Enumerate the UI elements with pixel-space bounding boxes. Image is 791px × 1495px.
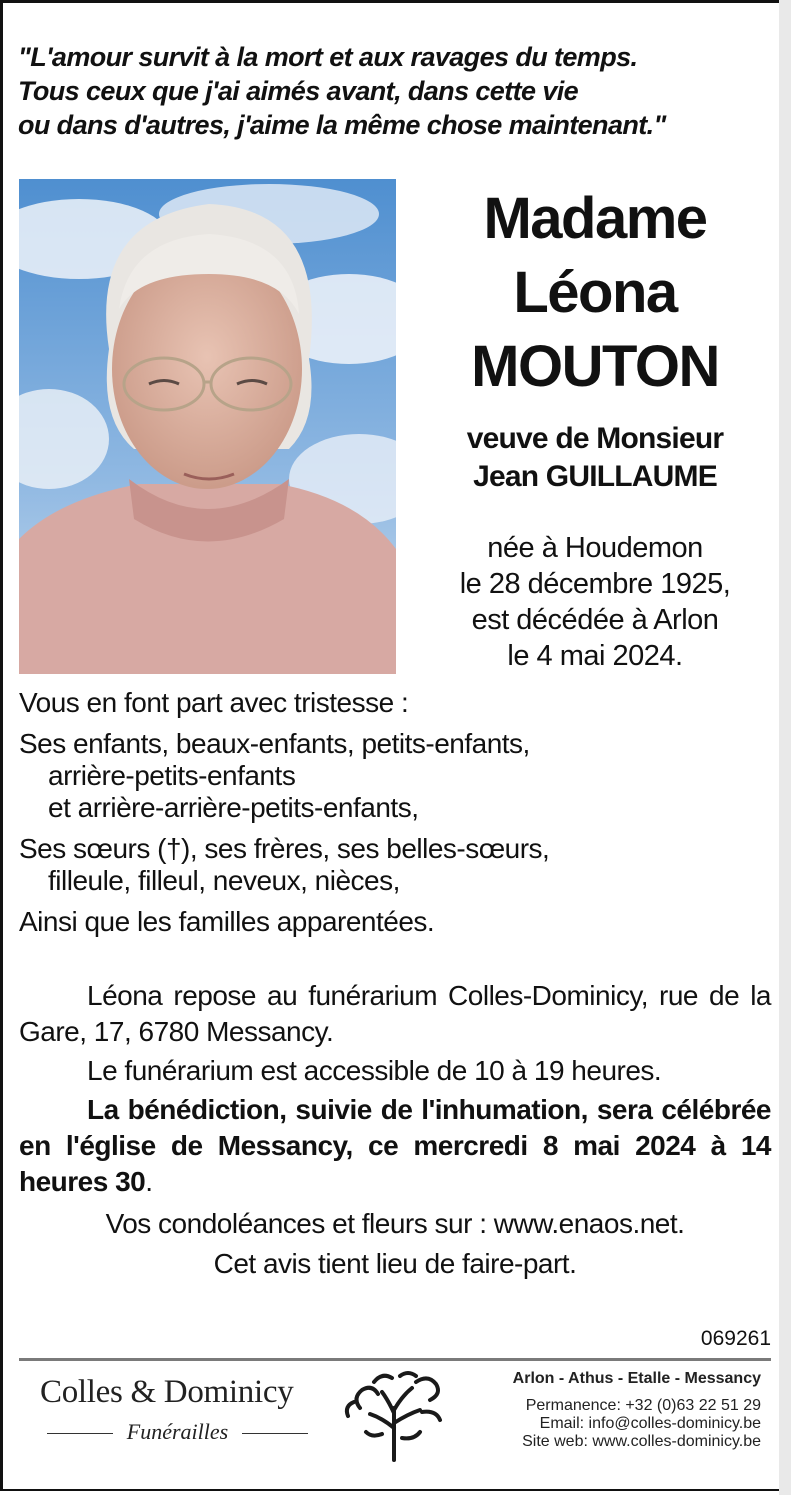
quote-line: Tous ceux que j'ai aimés avant, dans cette vie [18,76,579,106]
birth-death-info [420,530,770,674]
visiting-hours: Le funérarium est accessible de 10 à 19 heures. [87,1055,662,1086]
divider-line [242,1433,308,1434]
children-line: Ses enfants, beaux-enfants, petits-enfants, [19,728,530,759]
ceremony-end: . [145,1166,153,1197]
spouse-info [420,420,770,496]
divider-line [47,1433,113,1434]
birth-date: le 28 décembre 1925, [459,568,731,600]
page-margin [779,0,791,1495]
siblings-line: filleule, filleul, neveux, nièces, [48,865,400,896]
portrait-image [19,179,396,674]
footer-divider [19,1358,771,1361]
funeral-home-name: Colles & Dominicy [40,1374,294,1410]
deceased-title: Madame [483,186,707,251]
announcement-intro: Vous en font part avec tristesse : [19,687,409,718]
siblings-line: Ses sœurs (†), ses frères, ses belles-sœurs, [19,833,550,864]
quote-line: ou dans d'autres, j'aime la même chose maintenant." [18,110,666,140]
email-address: Email: info@colles-dominicy.be [539,1415,761,1432]
spouse-name: Jean GUILLAUME [473,460,717,493]
spouse-line: veuve de Monsieur [466,422,724,455]
ceremony-info [19,1092,771,1200]
notice-info: Cet avis tient lieu de faire-part. [213,1248,577,1279]
families-line: Ainsi que les familles apparentées. [19,906,435,937]
reference-number: 069261 [700,1327,771,1350]
death-place: est décédée à Arlon [471,604,719,636]
condolences-info: Vos condoléances et fleurs sur : www.enaos.net. [105,1208,685,1239]
funeral-home-subtitle [40,1419,315,1445]
children-line: arrière-petits-enfants [48,760,296,791]
tree-logo-icon [342,1368,446,1463]
deceased-last-name: MOUTON [471,334,719,399]
children-line: et arrière-arrière-petits-enfants, [48,792,419,823]
funeral-home-tagline: Funérailles [126,1419,229,1444]
birth-place: née à Houdemon [487,532,703,564]
quote-line: "L'amour survit à la mort et aux ravages du temps. [18,42,638,72]
deceased-name [420,182,770,404]
portrait-photo [19,179,396,674]
ceremony-text: La bénédiction, suivie de l'inhumation, sera célébrée en l'église de Messancy, ce mercredi 8 mai 2024 à 14 heures 30 [19,1094,771,1197]
deceased-first-name: Léona [513,260,677,325]
family-announcement [19,687,771,938]
epitaph-quote [18,40,768,142]
website-address: Site web: www.colles-dominicy.be [522,1433,761,1450]
locations: Arlon - Athus - Etalle - Messancy [512,1370,761,1387]
phone-number: Permanence: +32 (0)63 22 51 29 [525,1397,761,1414]
funeral-home-contact [455,1370,761,1451]
repose-info: Léona repose au funérarium Colles-Dominicy, rue de la Gare, 17, 6780 Messancy. [19,980,771,1047]
funeral-details [19,978,771,1284]
death-date: le 4 mai 2024. [507,640,683,672]
